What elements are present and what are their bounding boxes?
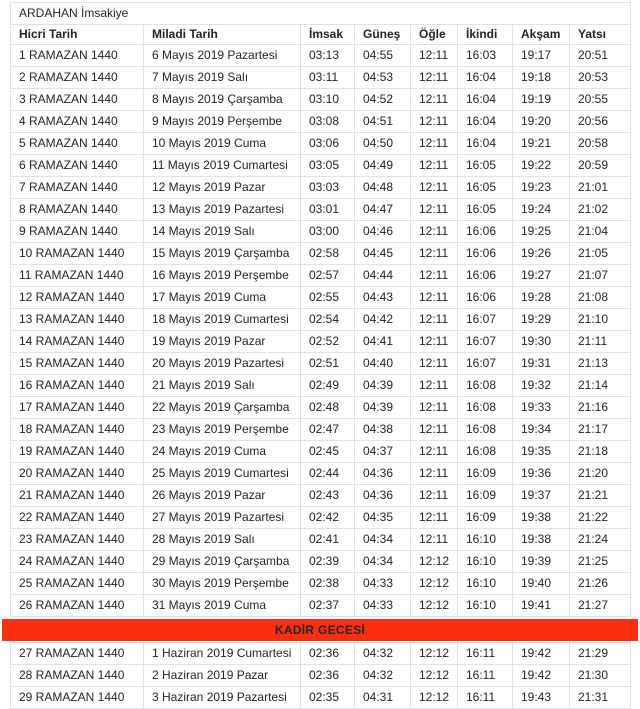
cell-miladi-tarih: 10 Mayıs 2019 Cuma — [144, 133, 301, 155]
cell-ogle: 12:11 — [411, 287, 458, 309]
cell-gunes: 04:50 — [355, 133, 411, 155]
cell-yatsi: 20:56 — [570, 111, 631, 133]
cell-gunes: 04:53 — [355, 67, 411, 89]
cell-hicri-tarih: 16 RAMAZAN 1440 — [11, 375, 144, 397]
cell-gunes: 04:42 — [355, 309, 411, 331]
cell-yatsi: 21:11 — [570, 331, 631, 353]
table-row — [11, 529, 631, 551]
cell-ogle: 12:11 — [411, 243, 458, 265]
table-row — [11, 419, 631, 441]
cell-miladi-tarih: 23 Mayıs 2019 Perşembe — [144, 419, 301, 441]
cell-aksam: 19:40 — [513, 573, 570, 595]
cell-hicri-tarih: 1 RAMAZAN 1440 — [11, 45, 144, 67]
table-row — [11, 507, 631, 529]
page-title: ARDAHAN İmsakiye — [11, 3, 631, 25]
cell-miladi-tarih: 27 Mayıs 2019 Pazartesi — [144, 507, 301, 529]
table-row — [11, 309, 631, 331]
table-row — [11, 643, 631, 665]
cell-aksam: 19:42 — [513, 665, 570, 687]
cell-yatsi: 21:17 — [570, 419, 631, 441]
cell-imsak: 03:06 — [301, 133, 355, 155]
cell-gunes: 04:38 — [355, 419, 411, 441]
cell-ogle: 12:12 — [411, 643, 458, 665]
cell-ogle: 12:11 — [411, 309, 458, 331]
cell-aksam: 19:31 — [513, 353, 570, 375]
cell-hicri-tarih: 14 RAMAZAN 1440 — [11, 331, 144, 353]
cell-imsak: 02:48 — [301, 397, 355, 419]
cell-yatsi: 21:26 — [570, 573, 631, 595]
column-header-ikindi: İkindi — [458, 25, 513, 45]
cell-hicri-tarih: 2 RAMAZAN 1440 — [11, 67, 144, 89]
cell-gunes: 04:34 — [355, 551, 411, 573]
cell-ikindi: 16:06 — [458, 243, 513, 265]
cell-ikindi: 16:10 — [458, 529, 513, 551]
cell-ogle: 12:11 — [411, 199, 458, 221]
cell-miladi-tarih: 20 Mayıs 2019 Pazartesi — [144, 353, 301, 375]
cell-hicri-tarih: 24 RAMAZAN 1440 — [11, 551, 144, 573]
cell-miladi-tarih: 29 Mayıs 2019 Çarşamba — [144, 551, 301, 573]
cell-miladi-tarih: 6 Mayıs 2019 Pazartesi — [144, 45, 301, 67]
cell-imsak: 02:51 — [301, 353, 355, 375]
column-header-row — [11, 25, 631, 45]
cell-hicri-tarih: 4 RAMAZAN 1440 — [11, 111, 144, 133]
cell-imsak: 02:41 — [301, 529, 355, 551]
cell-miladi-tarih: 19 Mayıs 2019 Pazar — [144, 331, 301, 353]
column-header-ogle: Öğle — [411, 25, 458, 45]
cell-hicri-tarih: 17 RAMAZAN 1440 — [11, 397, 144, 419]
cell-hicri-tarih: 6 RAMAZAN 1440 — [11, 155, 144, 177]
cell-gunes: 04:32 — [355, 665, 411, 687]
cell-gunes: 04:34 — [355, 529, 411, 551]
cell-hicri-tarih: 5 RAMAZAN 1440 — [11, 133, 144, 155]
cell-imsak: 03:11 — [301, 67, 355, 89]
table-row — [11, 441, 631, 463]
cell-imsak: 02:42 — [301, 507, 355, 529]
cell-ogle: 12:11 — [411, 265, 458, 287]
cell-hicri-tarih: 26 RAMAZAN 1440 — [11, 595, 144, 617]
cell-yatsi: 20:55 — [570, 89, 631, 111]
cell-aksam: 19:18 — [513, 67, 570, 89]
cell-imsak: 03:00 — [301, 221, 355, 243]
table-row — [11, 111, 631, 133]
cell-ogle: 12:12 — [411, 665, 458, 687]
cell-yatsi: 21:13 — [570, 353, 631, 375]
table-row — [11, 45, 631, 67]
table-row — [11, 485, 631, 507]
cell-imsak: 02:55 — [301, 287, 355, 309]
cell-imsak: 03:13 — [301, 45, 355, 67]
prayer-times-table-continued — [10, 642, 631, 709]
cell-gunes: 04:55 — [355, 45, 411, 67]
cell-aksam: 19:34 — [513, 419, 570, 441]
cell-miladi-tarih: 26 Mayıs 2019 Pazar — [144, 485, 301, 507]
cell-yatsi: 21:21 — [570, 485, 631, 507]
cell-imsak: 02:52 — [301, 331, 355, 353]
cell-aksam: 19:28 — [513, 287, 570, 309]
cell-yatsi: 21:02 — [570, 199, 631, 221]
cell-yatsi: 21:25 — [570, 551, 631, 573]
cell-gunes: 04:40 — [355, 353, 411, 375]
cell-hicri-tarih: 23 RAMAZAN 1440 — [11, 529, 144, 551]
cell-imsak: 02:38 — [301, 573, 355, 595]
table-row — [11, 687, 631, 709]
cell-ikindi: 16:05 — [458, 155, 513, 177]
cell-miladi-tarih: 14 Mayıs 2019 Salı — [144, 221, 301, 243]
table-row — [11, 573, 631, 595]
cell-ogle: 12:11 — [411, 331, 458, 353]
cell-gunes: 04:46 — [355, 221, 411, 243]
cell-yatsi: 20:53 — [570, 67, 631, 89]
cell-imsak: 02:35 — [301, 687, 355, 709]
table-row — [11, 287, 631, 309]
cell-ogle: 12:11 — [411, 529, 458, 551]
cell-ogle: 12:12 — [411, 687, 458, 709]
column-header-aksam: Akşam — [513, 25, 570, 45]
cell-miladi-tarih: 13 Mayıs 2019 Pazartesi — [144, 199, 301, 221]
cell-miladi-tarih: 11 Mayıs 2019 Cumartesi — [144, 155, 301, 177]
cell-ogle: 12:11 — [411, 89, 458, 111]
cell-hicri-tarih: 27 RAMAZAN 1440 — [11, 643, 144, 665]
cell-miladi-tarih: 24 Mayıs 2019 Cuma — [144, 441, 301, 463]
cell-hicri-tarih: 13 RAMAZAN 1440 — [11, 309, 144, 331]
cell-imsak: 03:08 — [301, 111, 355, 133]
cell-miladi-tarih: 18 Mayıs 2019 Cumartesi — [144, 309, 301, 331]
cell-aksam: 19:24 — [513, 199, 570, 221]
table-row — [11, 133, 631, 155]
cell-aksam: 19:39 — [513, 551, 570, 573]
cell-ikindi: 16:08 — [458, 397, 513, 419]
cell-ogle: 12:11 — [411, 177, 458, 199]
cell-ogle: 12:11 — [411, 485, 458, 507]
cell-yatsi: 20:51 — [570, 45, 631, 67]
cell-gunes: 04:36 — [355, 485, 411, 507]
kadir-gecesi-banner: KADİR GECESİ — [2, 619, 638, 641]
cell-ikindi: 16:07 — [458, 309, 513, 331]
cell-ikindi: 16:10 — [458, 595, 513, 617]
cell-ikindi: 16:09 — [458, 507, 513, 529]
cell-ogle: 12:11 — [411, 111, 458, 133]
table-row — [11, 551, 631, 573]
cell-aksam: 19:20 — [513, 111, 570, 133]
table-row — [11, 67, 631, 89]
cell-hicri-tarih: 11 RAMAZAN 1440 — [11, 265, 144, 287]
cell-yatsi: 21:27 — [570, 595, 631, 617]
cell-imsak: 02:49 — [301, 375, 355, 397]
cell-yatsi: 21:30 — [570, 665, 631, 687]
cell-ikindi: 16:09 — [458, 485, 513, 507]
cell-miladi-tarih: 3 Haziran 2019 Pazartesi — [144, 687, 301, 709]
cell-yatsi: 21:05 — [570, 243, 631, 265]
cell-ikindi: 16:07 — [458, 353, 513, 375]
cell-imsak: 02:44 — [301, 463, 355, 485]
cell-imsak: 02:39 — [301, 551, 355, 573]
cell-ogle: 12:11 — [411, 155, 458, 177]
cell-miladi-tarih: 16 Mayıs 2019 Perşembe — [144, 265, 301, 287]
cell-miladi-tarih: 15 Mayıs 2019 Çarşamba — [144, 243, 301, 265]
cell-yatsi: 21:01 — [570, 177, 631, 199]
cell-ikindi: 16:03 — [458, 45, 513, 67]
cell-aksam: 19:42 — [513, 643, 570, 665]
cell-hicri-tarih: 10 RAMAZAN 1440 — [11, 243, 144, 265]
cell-ogle: 12:11 — [411, 419, 458, 441]
cell-yatsi: 21:24 — [570, 529, 631, 551]
cell-gunes: 04:39 — [355, 375, 411, 397]
cell-ogle: 12:11 — [411, 133, 458, 155]
cell-yatsi: 21:31 — [570, 687, 631, 709]
cell-yatsi: 21:07 — [570, 265, 631, 287]
cell-ogle: 12:12 — [411, 551, 458, 573]
table-row — [11, 665, 631, 687]
cell-ogle: 12:11 — [411, 397, 458, 419]
cell-gunes: 04:49 — [355, 155, 411, 177]
cell-miladi-tarih: 1 Haziran 2019 Cumartesi — [144, 643, 301, 665]
title-row — [11, 3, 631, 25]
cell-aksam: 19:43 — [513, 687, 570, 709]
cell-yatsi: 21:20 — [570, 463, 631, 485]
cell-yatsi: 20:59 — [570, 155, 631, 177]
cell-aksam: 19:29 — [513, 309, 570, 331]
cell-ogle: 12:11 — [411, 45, 458, 67]
cell-hicri-tarih: 19 RAMAZAN 1440 — [11, 441, 144, 463]
cell-ikindi: 16:08 — [458, 441, 513, 463]
table-row — [11, 331, 631, 353]
table-row — [11, 177, 631, 199]
cell-ogle: 12:11 — [411, 353, 458, 375]
cell-hicri-tarih: 3 RAMAZAN 1440 — [11, 89, 144, 111]
table-row — [11, 221, 631, 243]
cell-hicri-tarih: 15 RAMAZAN 1440 — [11, 353, 144, 375]
cell-ikindi: 16:05 — [458, 177, 513, 199]
cell-miladi-tarih: 22 Mayıs 2019 Çarşamba — [144, 397, 301, 419]
cell-yatsi: 20:58 — [570, 133, 631, 155]
prayer-times-table — [10, 2, 631, 617]
prayer-table-body-before-banner — [11, 45, 631, 617]
cell-miladi-tarih: 30 Mayıs 2019 Perşembe — [144, 573, 301, 595]
cell-imsak: 02:45 — [301, 441, 355, 463]
cell-miladi-tarih: 25 Mayıs 2019 Cumartesi — [144, 463, 301, 485]
cell-aksam: 19:35 — [513, 441, 570, 463]
cell-ikindi: 16:04 — [458, 133, 513, 155]
cell-aksam: 19:27 — [513, 265, 570, 287]
cell-ikindi: 16:06 — [458, 265, 513, 287]
cell-aksam: 19:41 — [513, 595, 570, 617]
cell-aksam: 19:21 — [513, 133, 570, 155]
table-row — [11, 243, 631, 265]
cell-ogle: 12:11 — [411, 221, 458, 243]
cell-imsak: 03:03 — [301, 177, 355, 199]
cell-hicri-tarih: 12 RAMAZAN 1440 — [11, 287, 144, 309]
cell-ikindi: 16:11 — [458, 665, 513, 687]
table-row — [11, 595, 631, 617]
cell-imsak: 03:01 — [301, 199, 355, 221]
cell-ikindi: 16:10 — [458, 551, 513, 573]
cell-gunes: 04:51 — [355, 111, 411, 133]
cell-imsak: 02:57 — [301, 265, 355, 287]
cell-miladi-tarih: 17 Mayıs 2019 Cuma — [144, 287, 301, 309]
cell-miladi-tarih: 7 Mayıs 2019 Salı — [144, 67, 301, 89]
cell-hicri-tarih: 8 RAMAZAN 1440 — [11, 199, 144, 221]
column-header-hicri-tarih: Hicri Tarih — [11, 25, 144, 45]
cell-aksam: 19:36 — [513, 463, 570, 485]
cell-miladi-tarih: 12 Mayıs 2019 Pazar — [144, 177, 301, 199]
cell-ikindi: 16:04 — [458, 67, 513, 89]
table-row — [11, 353, 631, 375]
cell-aksam: 19:33 — [513, 397, 570, 419]
cell-ikindi: 16:10 — [458, 573, 513, 595]
cell-miladi-tarih: 31 Mayıs 2019 Cuma — [144, 595, 301, 617]
cell-hicri-tarih: 21 RAMAZAN 1440 — [11, 485, 144, 507]
cell-yatsi: 21:22 — [570, 507, 631, 529]
cell-aksam: 19:17 — [513, 45, 570, 67]
table-row — [11, 155, 631, 177]
cell-imsak: 02:54 — [301, 309, 355, 331]
cell-gunes: 04:45 — [355, 243, 411, 265]
column-header-imsak: İmsak — [301, 25, 355, 45]
cell-miladi-tarih: 9 Mayıs 2019 Perşembe — [144, 111, 301, 133]
cell-imsak: 03:05 — [301, 155, 355, 177]
cell-ikindi: 16:06 — [458, 221, 513, 243]
cell-hicri-tarih: 25 RAMAZAN 1440 — [11, 573, 144, 595]
cell-ikindi: 16:05 — [458, 199, 513, 221]
table-row — [11, 199, 631, 221]
cell-miladi-tarih: 2 Haziran 2019 Pazar — [144, 665, 301, 687]
table-row — [11, 375, 631, 397]
cell-gunes: 04:37 — [355, 441, 411, 463]
column-header-yatsi: Yatsı — [570, 25, 631, 45]
cell-gunes: 04:44 — [355, 265, 411, 287]
cell-ogle: 12:11 — [411, 375, 458, 397]
cell-gunes: 04:32 — [355, 643, 411, 665]
cell-imsak: 03:10 — [301, 89, 355, 111]
table-row — [11, 463, 631, 485]
cell-aksam: 19:22 — [513, 155, 570, 177]
cell-yatsi: 21:29 — [570, 643, 631, 665]
cell-aksam: 19:30 — [513, 331, 570, 353]
table-row — [11, 89, 631, 111]
cell-hicri-tarih: 29 RAMAZAN 1440 — [11, 687, 144, 709]
cell-ikindi: 16:07 — [458, 331, 513, 353]
cell-yatsi: 21:10 — [570, 309, 631, 331]
cell-imsak: 02:58 — [301, 243, 355, 265]
cell-imsak: 02:36 — [301, 643, 355, 665]
cell-ikindi: 16:04 — [458, 89, 513, 111]
cell-imsak: 02:36 — [301, 665, 355, 687]
cell-ogle: 12:11 — [411, 441, 458, 463]
cell-miladi-tarih: 8 Mayıs 2019 Çarşamba — [144, 89, 301, 111]
cell-hicri-tarih: 9 RAMAZAN 1440 — [11, 221, 144, 243]
cell-ikindi: 16:08 — [458, 419, 513, 441]
cell-gunes: 04:39 — [355, 397, 411, 419]
column-header-miladi-tarih: Miladi Tarih — [144, 25, 301, 45]
cell-gunes: 04:36 — [355, 463, 411, 485]
cell-ogle: 12:11 — [411, 67, 458, 89]
cell-ikindi: 16:04 — [458, 111, 513, 133]
cell-aksam: 19:23 — [513, 177, 570, 199]
cell-yatsi: 21:04 — [570, 221, 631, 243]
cell-hicri-tarih: 22 RAMAZAN 1440 — [11, 507, 144, 529]
cell-ikindi: 16:06 — [458, 287, 513, 309]
cell-yatsi: 21:18 — [570, 441, 631, 463]
prayer-table-body-after-banner — [11, 643, 631, 709]
table-row — [11, 265, 631, 287]
cell-imsak: 02:47 — [301, 419, 355, 441]
cell-gunes: 04:48 — [355, 177, 411, 199]
cell-gunes: 04:52 — [355, 89, 411, 111]
cell-gunes: 04:43 — [355, 287, 411, 309]
cell-hicri-tarih: 28 RAMAZAN 1440 — [11, 665, 144, 687]
cell-imsak: 02:43 — [301, 485, 355, 507]
cell-aksam: 19:37 — [513, 485, 570, 507]
cell-miladi-tarih: 21 Mayıs 2019 Salı — [144, 375, 301, 397]
cell-hicri-tarih: 7 RAMAZAN 1440 — [11, 177, 144, 199]
cell-aksam: 19:26 — [513, 243, 570, 265]
cell-aksam: 19:38 — [513, 507, 570, 529]
cell-aksam: 19:38 — [513, 529, 570, 551]
cell-aksam: 19:32 — [513, 375, 570, 397]
cell-aksam: 19:25 — [513, 221, 570, 243]
cell-yatsi: 21:16 — [570, 397, 631, 419]
cell-gunes: 04:33 — [355, 595, 411, 617]
cell-ikindi: 16:11 — [458, 643, 513, 665]
table-row — [11, 397, 631, 419]
cell-ogle: 12:12 — [411, 595, 458, 617]
cell-gunes: 04:35 — [355, 507, 411, 529]
cell-miladi-tarih: 28 Mayıs 2019 Salı — [144, 529, 301, 551]
column-header-gunes: Güneş — [355, 25, 411, 45]
cell-ikindi: 16:09 — [458, 463, 513, 485]
cell-ikindi: 16:11 — [458, 687, 513, 709]
cell-ikindi: 16:08 — [458, 375, 513, 397]
cell-ogle: 12:11 — [411, 507, 458, 529]
cell-ogle: 12:12 — [411, 573, 458, 595]
cell-ogle: 12:11 — [411, 463, 458, 485]
cell-yatsi: 21:08 — [570, 287, 631, 309]
cell-gunes: 04:33 — [355, 573, 411, 595]
cell-imsak: 02:37 — [301, 595, 355, 617]
cell-hicri-tarih: 18 RAMAZAN 1440 — [11, 419, 144, 441]
cell-gunes: 04:41 — [355, 331, 411, 353]
cell-hicri-tarih: 20 RAMAZAN 1440 — [11, 463, 144, 485]
cell-yatsi: 21:14 — [570, 375, 631, 397]
cell-gunes: 04:47 — [355, 199, 411, 221]
cell-aksam: 19:19 — [513, 89, 570, 111]
cell-gunes: 04:31 — [355, 687, 411, 709]
